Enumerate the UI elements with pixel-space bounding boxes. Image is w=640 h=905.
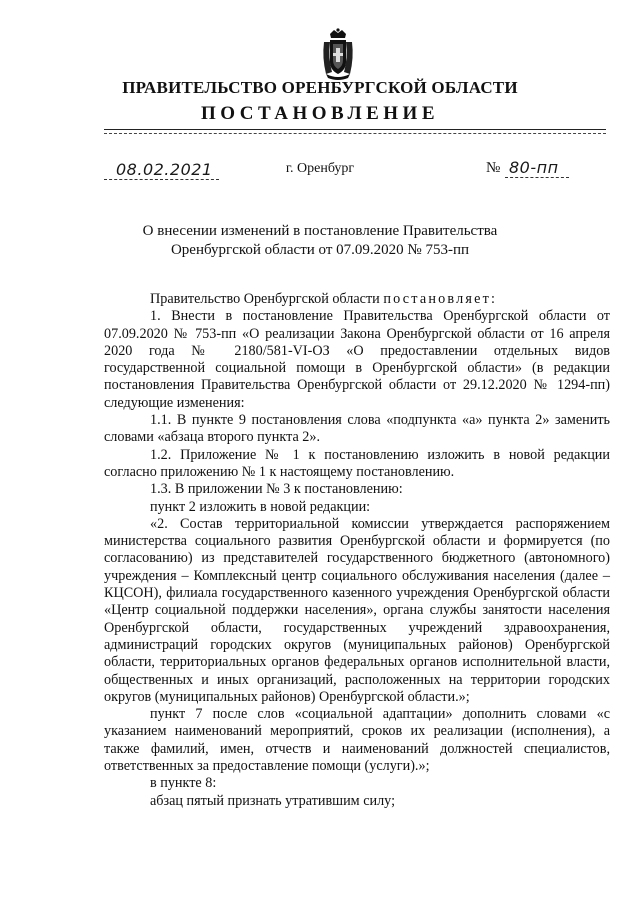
- document-title: [0, 222, 640, 259]
- paragraph: абзац пятый признать утратившим силу;: [150, 792, 396, 809]
- document-number: 80-пп: [505, 159, 569, 178]
- document-city: г. Оренбург: [285, 161, 355, 176]
- intro-decree-word: постановляет:: [383, 291, 498, 307]
- document-body: [104, 291, 610, 810]
- paragraph: 1.3. В приложении № 3 к постановлению:: [150, 481, 403, 498]
- title-line: О внесении изменений в постановление Правительства: [142, 223, 498, 239]
- header-rule-dashed: [104, 133, 606, 134]
- paragraph: 1.2. Приложение № 1 к постановлению изложить в новой редакции согласно приложению № 1 к настоящему постановлению.: [104, 446, 610, 480]
- number-label: №: [486, 160, 501, 176]
- paragraph: в пункте 8:: [150, 775, 217, 792]
- paragraph: 1.1. В пункте 9 постановления слова «подпункта «а» пункта 2» заменить словами «абзаца второго пункта 2».: [104, 412, 610, 446]
- title-line: Оренбургской области от 07.09.2020 № 753-пп: [170, 241, 470, 258]
- paragraph: пункт 7 после слов «социальной адаптации» дополнить словами «с указанием наименований мероприятий, сроков их реализации (исполнения), а также фамилий, имен, отчеств и наименований должностей специалистов, ответственных за предоставление помощи (услуги).»;: [104, 706, 610, 775]
- intro-text: Правительство Оренбургской области: [150, 291, 384, 307]
- paragraph: пункт 2 изложить в новой редакции:: [150, 498, 371, 515]
- quoted-paragraph: «2. Состав территориальной комиссии утверждается распоряжением министерства социального развития Оренбургской области и формируется (по согласованию) из представителей государственного бюджетного (автономного) учреждения – Комплексный центр социального обслуживания населения (далее – КЦСОН), филиала государственного казенного учреждения Оренбургской области «Центр социальной поддержки населения», органа службы занятости населения Оренбургской области, государственных учреждений здравоохранения, администраций городских округов (муниципальных районов) Оренбургской области, территориальных органов федеральных органов исполнительной власти, общественных и иных организаций, расположенных на территории городских округов (муниципальных районов) Оренбургской области.»;: [104, 515, 610, 705]
- header-rule: [104, 129, 606, 130]
- coat-of-arms-icon: [316, 28, 360, 80]
- organization-name: ПРАВИТЕЛЬСТВО ОРЕНБУРГСКОЙ ОБЛАСТИ: [122, 78, 518, 97]
- document-type: ПОСТАНОВЛЕНИЕ: [200, 103, 440, 124]
- intro-paragraph: [104, 291, 610, 308]
- document-date: 08.02.2021: [104, 161, 219, 180]
- paragraph: 1. Внести в постановление Правительства Оренбургской области от 07.09.2020 № 753-пп «О реализации Закона Оренбургской области от 16 апреля 2020 года № 2180/581-VI-ОЗ «О предоставлении отдельных видов государственной социальной помощи в Оренбургской области» (в редакции постановления Правительства Оренбургской области от 29.12.2020 № 1294-пп) следующие изменения:: [104, 308, 610, 411]
